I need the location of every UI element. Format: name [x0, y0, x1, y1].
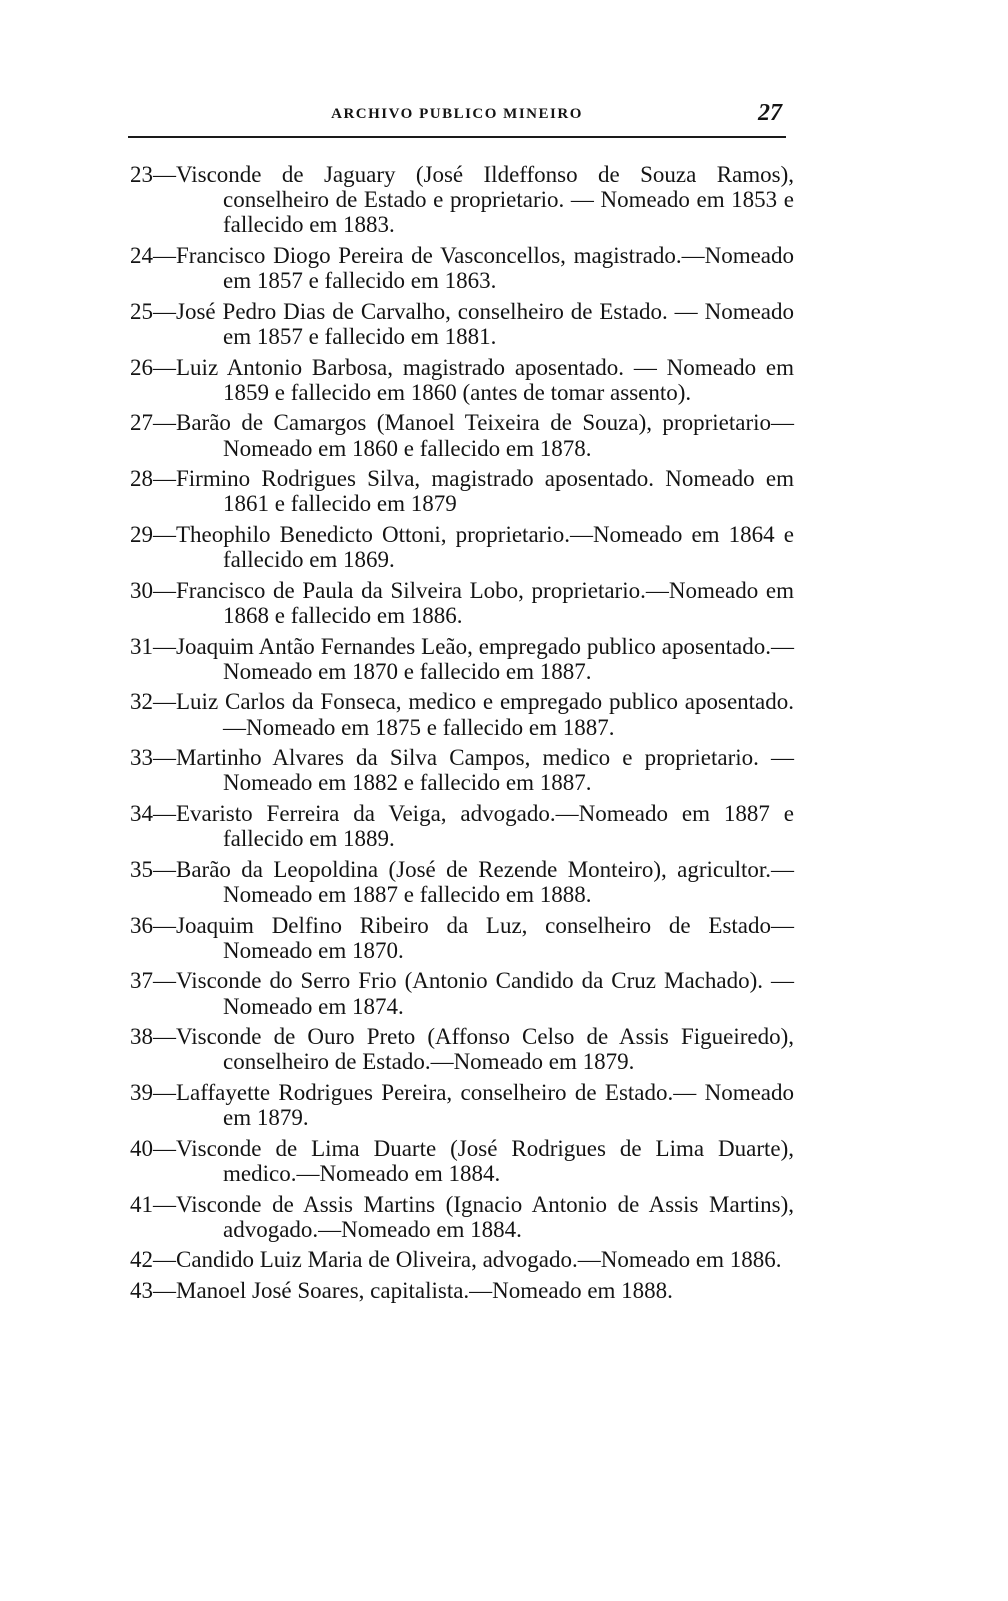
running-header-title: ARCHIVO PUBLICO MINEIRO [331, 106, 583, 122]
list-item: 39—Laffayette Rodrigues Pereira, conselheiro de Estado.— Nomeado em 1879. [130, 1079, 794, 1131]
header-rule [128, 136, 786, 138]
list-item: 36—Joaquim Delfino Ribeiro da Luz, conselheiro de Estado—Nomeado em 1870. [130, 912, 794, 963]
list-item: 29—Theophilo Benedicto Ottoni, proprietario.—Nomeado em 1864 e fallecido em 1869. [130, 521, 794, 573]
list-item: 37—Visconde do Serro Frio (Antonio Candido da Cruz Machado). —Nomeado em 1874. [130, 968, 794, 1019]
list-item: 35—Barão da Leopoldina (José de Rezende Monteiro), agricultor.—Nomeado em 1887 e fallecido em 1888. [130, 856, 794, 907]
page-number: 27 [758, 100, 782, 126]
list-item: 26—Luiz Antonio Barbosa, magistrado aposentado. — Nomeado em 1859 e fallecido em 1860 (antes de tomar assento). [130, 354, 794, 405]
list-item: 38—Visconde de Ouro Preto (Affonso Celso de Assis Figueiredo), conselheiro de Estado.—Nomeado em 1879. [130, 1024, 794, 1075]
list-item: 24—Francisco Diogo Pereira de Vasconcellos, magistrado.—Nomeado em 1857 e fallecido em 1863. [130, 243, 794, 294]
list-item: 41—Visconde de Assis Martins (Ignacio Antonio de Assis Martins), advogado.—Nomeado em 1884. [130, 1191, 794, 1242]
list-item: 31—Joaquim Antão Fernandes Leão, empregado publico aposentado.—Nomeado em 1870 e fallecido em 1887. [130, 633, 794, 684]
entry-list [130, 162, 794, 1309]
list-item: 43—Manoel José Soares, capitalista.—Nomeado em 1888. [130, 1277, 673, 1303]
list-item: 25—José Pedro Dias de Carvalho, conselheiro de Estado. — Nomeado em 1857 e fallecido em 1881. [130, 298, 794, 349]
list-item: 30—Francisco de Paula da Silveira Lobo, proprietario.—Nomeado em 1868 e fallecido em 1886. [130, 577, 794, 628]
list-item: 34—Evaristo Ferreira da Veiga, advogado.—Nomeado em 1887 e fallecido em 1889. [130, 800, 794, 852]
running-header [128, 100, 786, 140]
list-item: 33—Martinho Alvares da Silva Campos, medico e proprietario. —Nomeado em 1882 e fallecido em 1887. [130, 745, 794, 796]
list-item: 23—Visconde de Jaguary (José Ildeffonso de Souza Ramos), conselheiro de Estado e proprietario. — Nomeado em 1853 e fallecido em 1883. [130, 162, 794, 238]
list-item: 40—Visconde de Lima Duarte (José Rodrigues de Lima Duarte), medico.—Nomeado em 1884. [130, 1135, 794, 1186]
list-item: 32—Luiz Carlos da Fonseca, medico e empregado publico aposentado.—Nomeado em 1875 e fallecido em 1887. [130, 689, 794, 740]
list-item: 42—Candido Luiz Maria de Oliveira, advogado.—Nomeado em 1886. [130, 1247, 782, 1273]
list-item: 27—Barão de Camargos (Manoel Teixeira de Souza), proprietario—Nomeado em 1860 e fallecido em 1878. [130, 410, 794, 461]
list-item: 28—Firmino Rodrigues Silva, magistrado aposentado. Nomeado em 1861 e fallecido em 1879 [130, 466, 794, 517]
